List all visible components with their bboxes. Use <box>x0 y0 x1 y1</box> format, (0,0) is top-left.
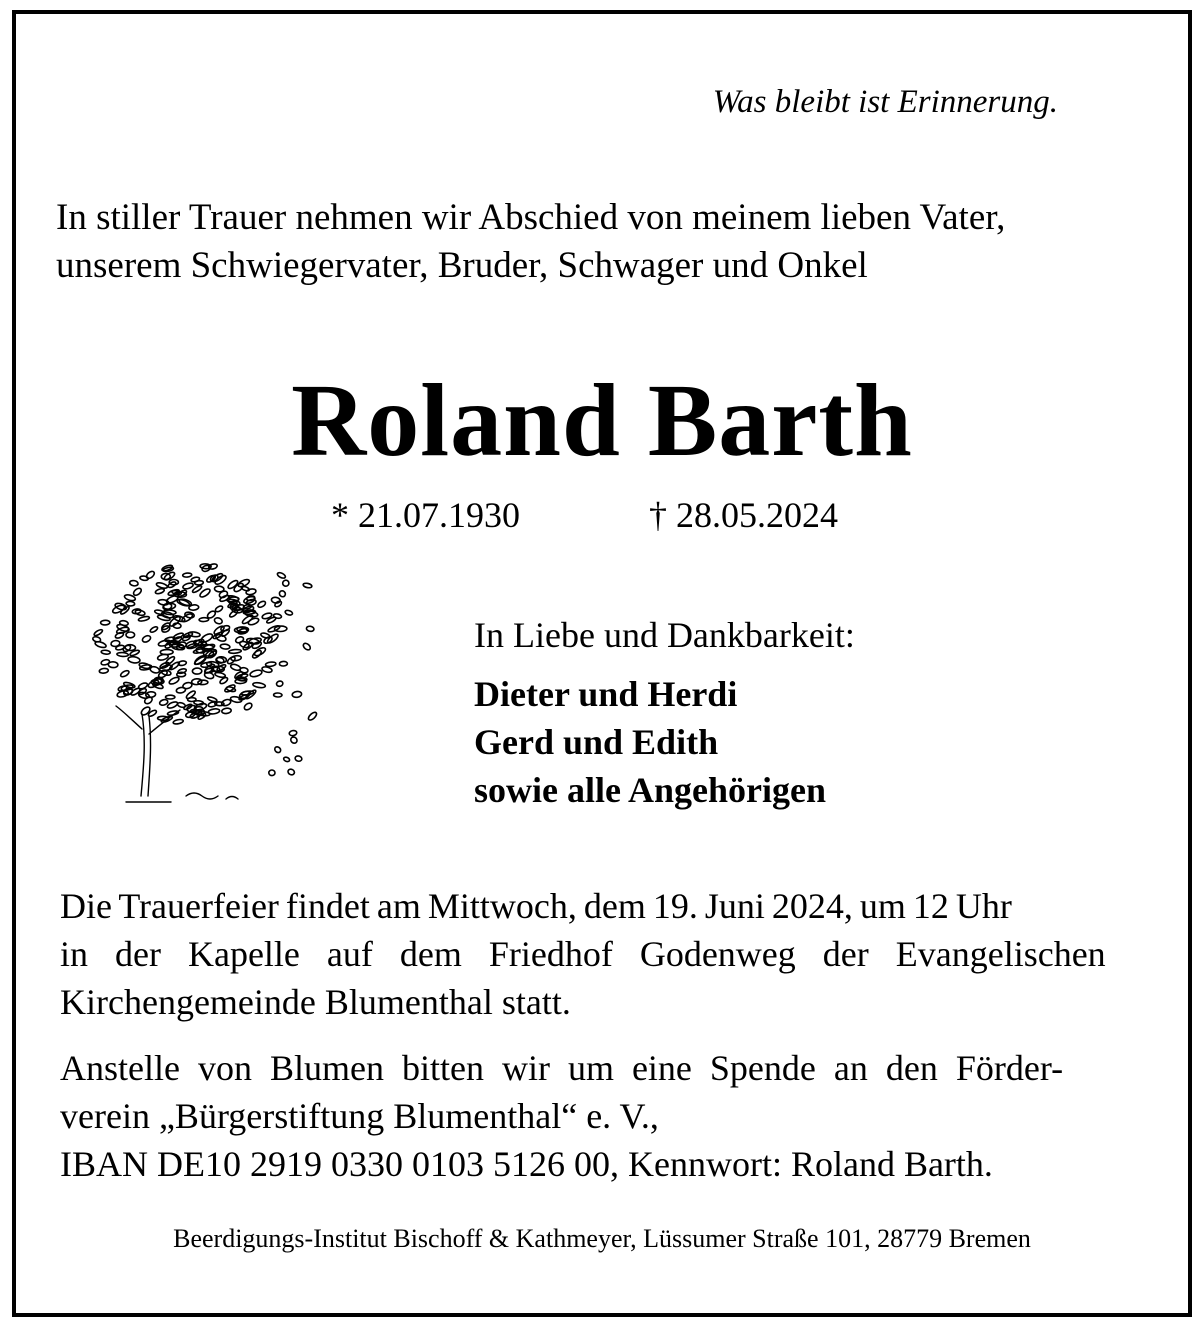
leaf <box>92 636 101 643</box>
falling-leaf <box>306 626 314 632</box>
funeral-info <box>60 882 1148 1026</box>
leaf <box>183 573 192 578</box>
intro-line: In stiller Trauer nehmen wir Abschied von meinem lieben Vater, <box>56 197 1006 238</box>
leaf <box>168 676 180 685</box>
leaf <box>114 602 127 611</box>
falling-leaf <box>283 580 289 586</box>
leaf <box>195 580 204 585</box>
motto: Was bleibt ist Erinnerung. <box>712 84 1058 120</box>
mourner: Gerd und Edith <box>474 722 719 762</box>
leaf <box>208 708 220 715</box>
leaf <box>145 570 155 580</box>
falling-leaf <box>303 583 312 589</box>
funeral-line: Kirchengemeinde Blumenthal statt. <box>60 982 571 1022</box>
falling-leaf <box>279 661 287 666</box>
leaf <box>246 588 257 595</box>
leaf <box>149 626 158 634</box>
tree-with-falling-leaves-icon <box>76 534 326 824</box>
leaf <box>156 582 168 590</box>
leaf <box>188 698 197 702</box>
mourning-intro: In Liebe und Dankbarkeit: <box>474 615 855 655</box>
leaf <box>129 580 138 587</box>
leaf <box>157 614 170 621</box>
leaf <box>240 667 249 673</box>
falling-leaf <box>295 755 303 762</box>
leaf <box>176 598 190 607</box>
leaf <box>231 655 242 661</box>
leaf <box>251 649 262 659</box>
leaf <box>120 669 130 678</box>
mourner: Dieter und Herdi <box>474 674 738 714</box>
leaf <box>101 620 110 625</box>
falling-leaf <box>302 642 311 651</box>
leaf <box>228 595 239 602</box>
leaf <box>192 668 202 674</box>
leaf <box>220 644 230 650</box>
leaf <box>101 650 110 655</box>
intro-text <box>56 194 1156 290</box>
leaf <box>229 649 242 654</box>
leaf <box>257 600 267 608</box>
donation-info <box>60 1044 1148 1188</box>
death-date: † 28.05.2024 <box>649 495 838 535</box>
leaf <box>241 586 250 592</box>
leaf <box>168 615 181 628</box>
leaf <box>214 617 223 625</box>
leaf <box>143 696 153 706</box>
obituary-frame <box>12 10 1192 1317</box>
leaf <box>99 668 108 674</box>
leaf <box>243 702 253 711</box>
funeral-line: Die Trauerfeier findet am Mittwoch, dem 19. Juni 2024, um 12 Uhr <box>60 886 1012 926</box>
falling-leaf <box>292 691 302 698</box>
leaf <box>249 669 262 678</box>
leaf <box>141 634 151 643</box>
funeral-home-footer: Beerdigungs-Institut Bischoff & Kathmeyer, Lüssumer Straße 101, 28779 Bremen <box>173 1224 1031 1253</box>
falling-leaf <box>287 768 295 776</box>
falling-leaf <box>274 600 283 608</box>
leaf <box>253 682 266 689</box>
falling-leaf <box>276 680 283 687</box>
deceased-name: Roland Barth <box>291 363 913 478</box>
falling-leaf <box>285 610 294 616</box>
leaf <box>214 605 223 613</box>
leaf <box>198 680 208 685</box>
falling-leaf <box>289 730 297 736</box>
leaf <box>182 682 192 690</box>
falling-leaf <box>271 597 281 604</box>
falling-leaf <box>269 770 275 776</box>
intro-line: unserem Schwiegervater, Bruder, Schwager und Onkel <box>56 245 868 286</box>
leaf <box>199 617 209 621</box>
falling-leaf <box>278 590 286 598</box>
leaf <box>149 666 160 674</box>
leaf <box>163 603 176 610</box>
leaf <box>111 640 121 647</box>
falling-leaf <box>274 693 283 697</box>
mourners-list <box>474 670 826 814</box>
leaf <box>166 695 175 699</box>
funeral-line: in der Kapelle auf dem Friedhof Godenweg der Evangelischen <box>60 934 1106 974</box>
leaf <box>117 652 129 657</box>
falling-leaf <box>277 572 287 580</box>
leaf <box>128 656 141 664</box>
leaf <box>132 608 141 614</box>
falling-leaf <box>290 736 299 745</box>
leaf <box>138 616 150 622</box>
mourner: sowie alle Angehörigen <box>474 770 826 810</box>
leaf <box>227 579 239 590</box>
leaf <box>138 682 149 690</box>
donation-line: verein „Bürgerstiftung Blumenthal“ e. V., <box>60 1096 659 1136</box>
leaf <box>221 708 231 714</box>
donation-line: Anstelle von Blumen bitten wir um eine Spende an den Förder- <box>60 1048 1064 1088</box>
leaf <box>126 601 135 606</box>
leaf <box>132 587 142 597</box>
leaf <box>126 632 135 638</box>
birth-date: * 21.07.1930 <box>331 495 520 535</box>
leaf <box>173 719 184 725</box>
falling-leaf <box>274 746 282 754</box>
leaf <box>93 629 103 637</box>
leaf <box>247 617 259 626</box>
falling-leaf <box>307 711 318 721</box>
leaf <box>177 672 186 677</box>
donation-line: IBAN DE10 2919 0330 0103 5126 00, Kennwort: Roland Barth. <box>60 1144 993 1184</box>
leaf <box>235 636 245 644</box>
falling-leaf <box>273 613 282 619</box>
leaf <box>265 661 276 666</box>
leaf <box>182 582 194 590</box>
leaf <box>200 632 214 643</box>
falling-leaf <box>283 756 290 762</box>
